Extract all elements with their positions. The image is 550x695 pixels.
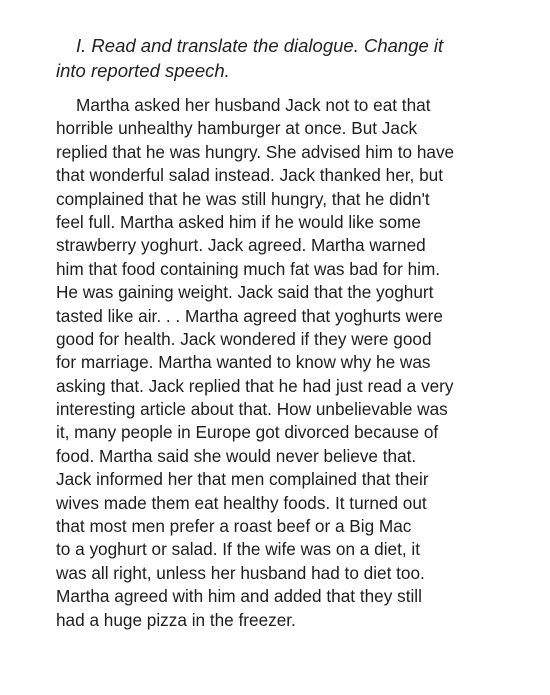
reported-speech-paragraph: [56, 94, 506, 632]
paragraph-line: tasted like air. . . Martha agreed that yoghurts were: [56, 305, 443, 326]
paragraph-line: Jack informed her that men complained that their: [56, 469, 429, 490]
exercise-heading: [56, 33, 506, 83]
paragraph-line: He was gaining weight. Jack said that the yoghurt: [56, 282, 434, 303]
paragraph-line: for marriage. Martha wanted to know why he was: [56, 352, 431, 373]
paragraph-line: food. Martha said she would never believe that.: [56, 445, 417, 466]
paragraph-line: it, many people in Europe got divorced because of: [56, 422, 439, 443]
paragraph-line: Martha agreed with him and added that they still: [56, 586, 422, 607]
paragraph-line: Martha asked her husband Jack not to eat that: [76, 95, 431, 115]
paragraph-line: strawberry yoghurt. Jack agreed. Martha warned: [56, 235, 426, 256]
paragraph-line: that most men prefer a roast beef or a Big Mac: [56, 516, 412, 537]
paragraph-line: horrible unhealthy hamburger at once. But Jack: [56, 118, 418, 139]
paragraph-line: asking that. Jack replied that he had just read a very: [56, 375, 454, 396]
paragraph-line: good for health. Jack wondered if they were good: [56, 328, 432, 349]
paragraph-line: interesting article about that. How unbelievable was: [56, 399, 448, 420]
heading-line: I. Read and translate the dialogue. Change it: [76, 35, 444, 56]
paragraph-line: to a yoghurt or salad. If the wife was on a diet, it: [56, 539, 421, 560]
paragraph-line: wives made them eat healthy foods. It turned out: [56, 492, 427, 513]
paragraph-line: that wonderful salad instead. Jack thanked her, but: [56, 165, 443, 186]
paragraph-line: replied that he was hungry. She advised him to have: [56, 141, 455, 162]
paragraph-line: was all right, unless her husband had to diet too.: [56, 562, 425, 583]
paragraph-line: complained that he was still hungry, that he didn't: [56, 188, 430, 209]
paragraph-line: him that food containing much fat was bad for him.: [56, 258, 441, 279]
paragraph-line: feel full. Martha asked him if he would like some: [56, 211, 421, 232]
heading-line: into reported speech.: [56, 60, 230, 81]
paragraph-line: had a huge pizza in the freezer.: [56, 609, 296, 630]
